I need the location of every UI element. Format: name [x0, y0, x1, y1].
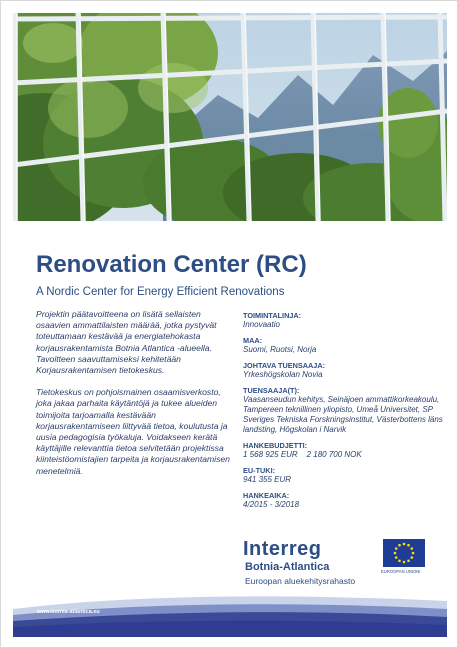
budget-label: HANKEBUDJETTI: — [243, 441, 308, 450]
lead-beneficiary-label: JOHTAVA TUENSAAJA: — [243, 361, 326, 370]
logo-region: Botnia-Atlantica — [245, 561, 330, 573]
country-value: Suomi, Ruotsi, Norja — [243, 345, 317, 354]
eu-caption: EUROOPAN UNIONI — [381, 569, 421, 574]
lead-beneficiary-value: Yrkeshögskolan Novia — [243, 370, 323, 379]
budget-value: 1 568 925 EUR 2 180 700 NOK — [243, 450, 362, 459]
hero-photo — [13, 13, 447, 221]
logo-brand: Interreg — [243, 538, 322, 560]
description — [36, 309, 231, 488]
footer-url: www.botnia-atlantica.eu — [37, 609, 100, 615]
project-facts — [243, 311, 453, 516]
page-subtitle: A Nordic Center for Energy Efficient Renovations — [36, 286, 285, 298]
page-title: Renovation Center (RC) — [36, 251, 307, 278]
interreg-logo — [243, 538, 433, 598]
action-label: TOIMINTALINJA: — [243, 311, 302, 320]
period-value: 4/2015 - 3/2018 — [243, 500, 300, 509]
beneficiaries-value: Vaasanseudun kehitys, Seinäjoen ammattikorkeakoulu, Tampereen teknillinen yliopisto, Umeå Universitet, SP Sveriges Tekniska Forskningsinstitut, Västerbottens läns landsting, Högskolan i Narvik — [243, 395, 443, 434]
country-label: MAA: — [243, 336, 263, 345]
description-paragraph-2: Tietokeskus on pohjoismainen osaamisverkosto, joka jakaa parhaita käytäntöjä ja tukee alueiden toimijoita tarjoamalla kestävään korjausrakentamiseen liittyvää tietoa, koulutusta ja uusia pedagogisia työkaluja. Voidakseen kerätä käyttäjille relevanttia tietoa selvitetään projektissa kiinteistöomistajien tarpeita ja korjausrakentamisen menetelmiä. — [36, 387, 230, 476]
period-label: HANKEAIKA: — [243, 491, 290, 500]
eu-support-value: 941 355 EUR — [243, 475, 292, 484]
beneficiaries-label: TUENSAAJA(T): — [243, 386, 300, 395]
action-value: Innovaatio — [243, 320, 280, 329]
eu-flag-icon — [383, 539, 425, 567]
eu-support-label: EU-TUKI: — [243, 466, 276, 475]
description-paragraph-1: Projektin päätavoitteena on lisätä sellaisten osaavien ammattilaisten määrää, jotka pystyvät toteuttamaan kestävää ja energiatehokasta korjausrakentamista Botnia Atlantica -alueella. Tavoitteen saavuttamiseksi kehitetään Korjausrakentamisen tietokeskus. — [36, 309, 217, 376]
logo-fund: Euroopan aluekehitysrahasto — [245, 576, 356, 586]
